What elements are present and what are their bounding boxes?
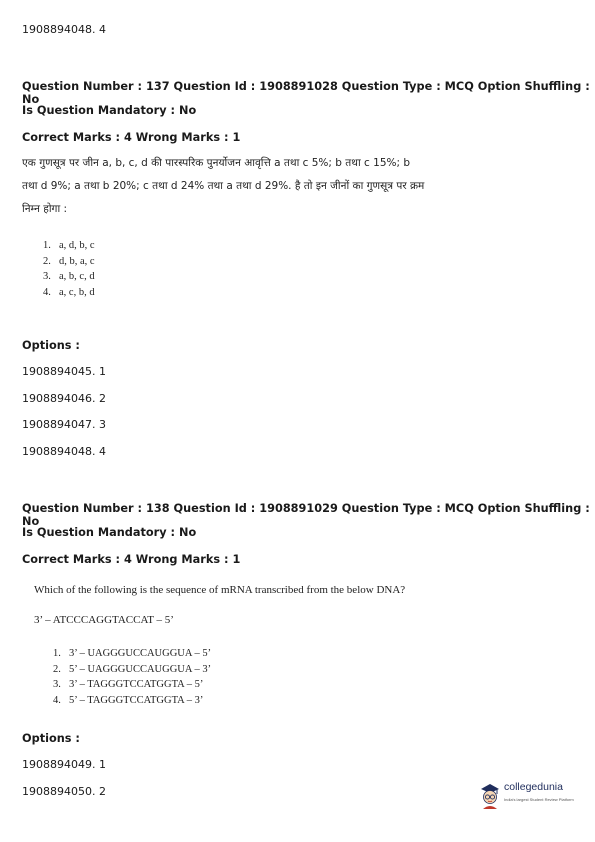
dna-sequence: 3’ – ATCCCAGGTACCAT – 5’ xyxy=(34,614,174,626)
option-line: 1908894048. 4 xyxy=(22,445,106,458)
choice-item: 4. a, c, b, d xyxy=(43,286,95,298)
mandatory-line: Is Question Mandatory : No xyxy=(22,526,197,539)
option-line: 1908894049. 1 xyxy=(22,758,106,771)
question-text xyxy=(22,152,462,221)
collegedunia-logo xyxy=(478,778,578,818)
question-text-line: निम्न होगा : xyxy=(22,203,68,215)
choice-item: 1. 3’ – UAGGGUCCAUGGUA – 5’ xyxy=(53,648,212,659)
marks-line: Correct Marks : 4 Wrong Marks : 1 xyxy=(22,131,241,144)
option-line: 1908894048. 4 xyxy=(22,23,106,36)
question-text-line: तथा d 9%; a तथा b 20%; c तथा d 24% तथा a तथा d 29%. है तो इन जीनों का गुणसूत्र पर क्रम xyxy=(22,180,425,192)
marks-line: Correct Marks : 4 Wrong Marks : 1 xyxy=(22,553,241,566)
choice-list xyxy=(53,646,211,708)
logo-name: collegedunia xyxy=(504,781,563,793)
option-line: 1908894050. 2 xyxy=(22,785,106,798)
choice-item: 3. 3’ – TAGGGTCCATGGTA – 5’ xyxy=(53,679,204,690)
options-label: Options : xyxy=(22,339,80,352)
mascot-icon xyxy=(478,780,502,810)
choice-item: 1. a, d, b, c xyxy=(43,240,95,251)
question-text: Which of the following is the sequence of mRNA transcribed from the below DNA? xyxy=(34,584,406,596)
option-line: 1908894046. 2 xyxy=(22,392,106,405)
choice-item: 2. 5’ – UAGGGUCCAUGGUA – 3’ xyxy=(53,663,212,675)
mandatory-line: Is Question Mandatory : No xyxy=(22,104,197,117)
question-header: Question Number : 138 Question Id : 1908891029 Question Type : MCQ Option Shuffling : No xyxy=(22,502,590,528)
option-line: 1908894045. 1 xyxy=(22,365,106,378)
question-text-line: एक गुणसूत्र पर जीन a, b, c, d की पारस्परिक पुनर्योजन आवृत्ति a तथा c 5%; b तथा c 15%; b xyxy=(22,157,411,169)
choice-item: 2. d, b, a, c xyxy=(43,255,95,267)
choice-item: 4. 5’ – TAGGGTCCATGGTA – 3’ xyxy=(53,694,204,706)
choice-item: 3. a, b, c, d xyxy=(43,271,95,282)
logo-tagline: India's largest Student Review Platform xyxy=(504,797,574,802)
options-label: Options : xyxy=(22,732,80,745)
question-header: Question Number : 137 Question Id : 1908891028 Question Type : MCQ Option Shuffling : No xyxy=(22,80,590,106)
choice-list xyxy=(43,238,95,300)
option-line: 1908894047. 3 xyxy=(22,418,106,431)
